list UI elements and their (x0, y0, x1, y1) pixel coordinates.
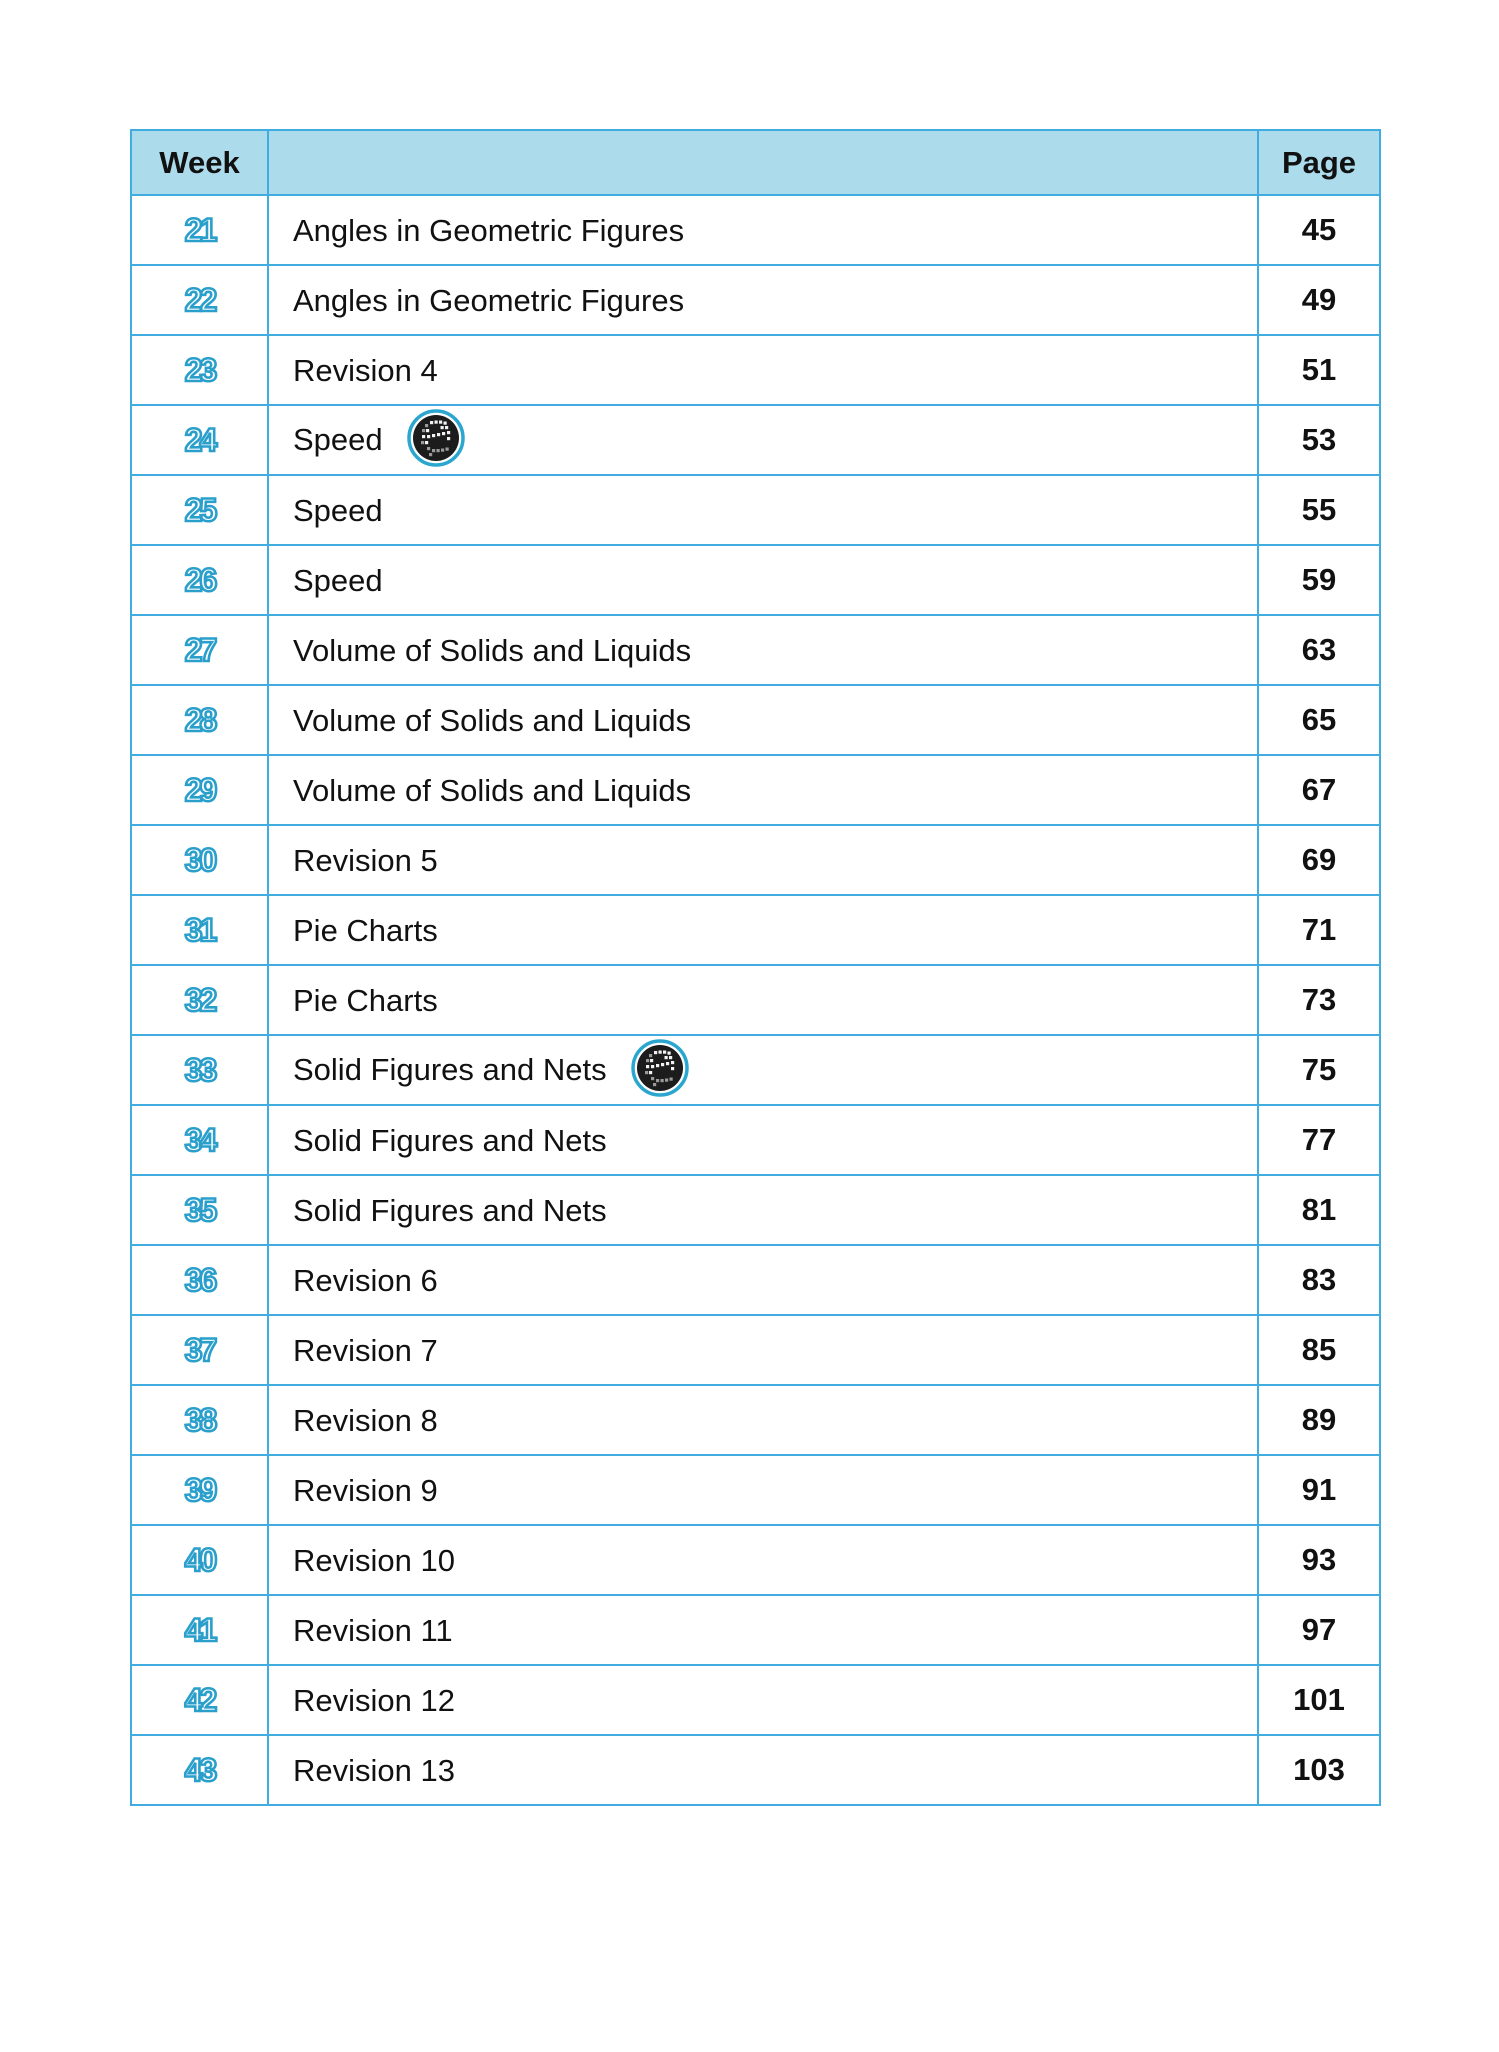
week-number: 29 (184, 771, 215, 808)
week-number: 25 (184, 491, 215, 528)
topic-title: Revision 13 (293, 1752, 455, 1788)
topic-title: Revision 6 (293, 1262, 438, 1298)
week-number: 21 (184, 211, 215, 248)
page-number: 93 (1258, 1525, 1380, 1595)
page-number: 69 (1258, 825, 1380, 895)
topic-title: Speed (293, 562, 383, 598)
topic-cell (268, 335, 1258, 405)
table-row-week-23 (131, 335, 1380, 405)
page-number: 49 (1258, 265, 1380, 335)
topic-cell (268, 1245, 1258, 1315)
topic-title: Speed (293, 422, 383, 457)
table-row-week-22 (131, 265, 1380, 335)
page-number: 101 (1258, 1665, 1380, 1735)
week-cell (131, 1385, 268, 1455)
table-row-week-33 (131, 1035, 1380, 1105)
week-number: 28 (184, 701, 215, 738)
week-number: 43 (184, 1751, 215, 1788)
topic-cell (268, 545, 1258, 615)
page-number: 71 (1258, 895, 1380, 965)
week-number: 33 (184, 1051, 215, 1088)
page-number: 89 (1258, 1385, 1380, 1455)
topic-title: Solid Figures and Nets (293, 1052, 607, 1087)
topic-cell (268, 1035, 1258, 1105)
page-number: 77 (1258, 1105, 1380, 1175)
topic-cell (268, 405, 1258, 475)
week-cell (131, 405, 268, 475)
topic-cell (268, 1735, 1258, 1805)
topic-cell (268, 755, 1258, 825)
page-number: 67 (1258, 755, 1380, 825)
topic-title: Angles in Geometric Figures (293, 212, 685, 248)
table-row-week-42 (131, 1665, 1380, 1735)
page-number: 85 (1258, 1315, 1380, 1385)
topic-cell (268, 1665, 1258, 1735)
topic-cell (268, 1525, 1258, 1595)
week-number: 35 (184, 1191, 215, 1228)
week-number: 24 (184, 421, 215, 458)
week-cell (131, 825, 268, 895)
week-cell (131, 545, 268, 615)
table-row-week-29 (131, 755, 1380, 825)
page-number: 59 (1258, 545, 1380, 615)
week-cell (131, 475, 268, 545)
week-cell (131, 1455, 268, 1525)
topic-title: Angles in Geometric Figures (293, 282, 685, 318)
page-number: 81 (1258, 1175, 1380, 1245)
week-number: 34 (184, 1121, 215, 1158)
week-number: 30 (184, 841, 215, 878)
digital-resource-badge-icon (631, 1039, 689, 1097)
topic-title: Revision 5 (293, 842, 438, 878)
table-row-week-36 (131, 1245, 1380, 1315)
table-row-week-26 (131, 545, 1380, 615)
topic-title: Revision 7 (293, 1332, 438, 1368)
digital-resource-badge-icon (407, 409, 465, 467)
topic-cell (268, 195, 1258, 265)
header-row (131, 130, 1380, 195)
table-row-week-38 (131, 1385, 1380, 1455)
page-number: 51 (1258, 335, 1380, 405)
week-number: 38 (184, 1401, 215, 1438)
week-cell (131, 1735, 268, 1805)
week-cell (131, 195, 268, 265)
week-cell (131, 965, 268, 1035)
week-number: 32 (184, 981, 215, 1018)
topic-cell (268, 1595, 1258, 1665)
page-number: 53 (1258, 405, 1380, 475)
week-cell (131, 1035, 268, 1105)
topic-cell (268, 1105, 1258, 1175)
week-cell (131, 1175, 268, 1245)
week-number: 39 (184, 1471, 215, 1508)
page-number: 103 (1258, 1735, 1380, 1805)
topic-cell (268, 615, 1258, 685)
table-row-week-34 (131, 1105, 1380, 1175)
week-cell (131, 1245, 268, 1315)
table-row-week-43 (131, 1735, 1380, 1805)
topic-cell (268, 685, 1258, 755)
table-row-week-41 (131, 1595, 1380, 1665)
topic-title: Volume of Solids and Liquids (293, 702, 692, 738)
week-number: 41 (184, 1611, 215, 1648)
page-number: 63 (1258, 615, 1380, 685)
table-body (131, 195, 1380, 1805)
week-cell (131, 1595, 268, 1665)
week-number: 42 (184, 1681, 215, 1718)
header-page: Page (1258, 130, 1380, 195)
topic-cell (268, 895, 1258, 965)
week-cell (131, 755, 268, 825)
contents-table (130, 129, 1381, 1806)
week-number: 26 (184, 561, 215, 598)
topic-title: Volume of Solids and Liquids (293, 632, 692, 668)
page-number: 75 (1258, 1035, 1380, 1105)
topic-cell (268, 1455, 1258, 1525)
header-week: Week (131, 130, 268, 195)
table-row-week-40 (131, 1525, 1380, 1595)
week-number: 22 (184, 281, 215, 318)
topic-title: Solid Figures and Nets (293, 1122, 607, 1158)
topic-title: Volume of Solids and Liquids (293, 772, 692, 808)
week-cell (131, 265, 268, 335)
topic-title: Revision 4 (293, 352, 438, 388)
table-row-week-27 (131, 615, 1380, 685)
table-row-week-24 (131, 405, 1380, 475)
week-cell (131, 685, 268, 755)
topic-title: Revision 12 (293, 1682, 455, 1718)
table-row-week-30 (131, 825, 1380, 895)
week-cell (131, 1105, 268, 1175)
topic-title: Pie Charts (293, 982, 438, 1018)
table-row-week-21 (131, 195, 1380, 265)
topic-cell (268, 825, 1258, 895)
week-cell (131, 615, 268, 685)
topic-cell (268, 965, 1258, 1035)
page-number: 73 (1258, 965, 1380, 1035)
topic-title: Revision 9 (293, 1472, 438, 1508)
week-cell (131, 1315, 268, 1385)
table-row-week-31 (131, 895, 1380, 965)
week-number: 36 (184, 1261, 215, 1298)
table-row-week-32 (131, 965, 1380, 1035)
page-number: 55 (1258, 475, 1380, 545)
topic-cell (268, 1385, 1258, 1455)
header-topic (268, 130, 1258, 195)
week-number: 31 (184, 911, 215, 948)
topic-title: Revision 8 (293, 1402, 438, 1438)
page-number: 83 (1258, 1245, 1380, 1315)
topic-cell (268, 265, 1258, 335)
topic-cell (268, 1175, 1258, 1245)
topic-cell (268, 1315, 1258, 1385)
week-cell (131, 335, 268, 405)
page-number: 65 (1258, 685, 1380, 755)
table-row-week-25 (131, 475, 1380, 545)
topic-title: Pie Charts (293, 912, 438, 948)
week-number: 27 (184, 631, 215, 668)
topic-cell (268, 475, 1258, 545)
week-cell (131, 1525, 268, 1595)
table-row-week-39 (131, 1455, 1380, 1525)
table-row-week-35 (131, 1175, 1380, 1245)
week-number: 40 (184, 1541, 215, 1578)
week-number: 23 (184, 351, 215, 388)
page-number: 91 (1258, 1455, 1380, 1525)
week-cell (131, 1665, 268, 1735)
topic-title: Speed (293, 492, 383, 528)
table-row-week-37 (131, 1315, 1380, 1385)
topic-title: Revision 10 (293, 1542, 455, 1578)
week-number: 37 (184, 1331, 215, 1368)
topic-title: Revision 11 (293, 1612, 453, 1648)
week-cell (131, 895, 268, 965)
page-number: 45 (1258, 195, 1380, 265)
page-number: 97 (1258, 1595, 1380, 1665)
table-row-week-28 (131, 685, 1380, 755)
topic-title: Solid Figures and Nets (293, 1192, 607, 1228)
